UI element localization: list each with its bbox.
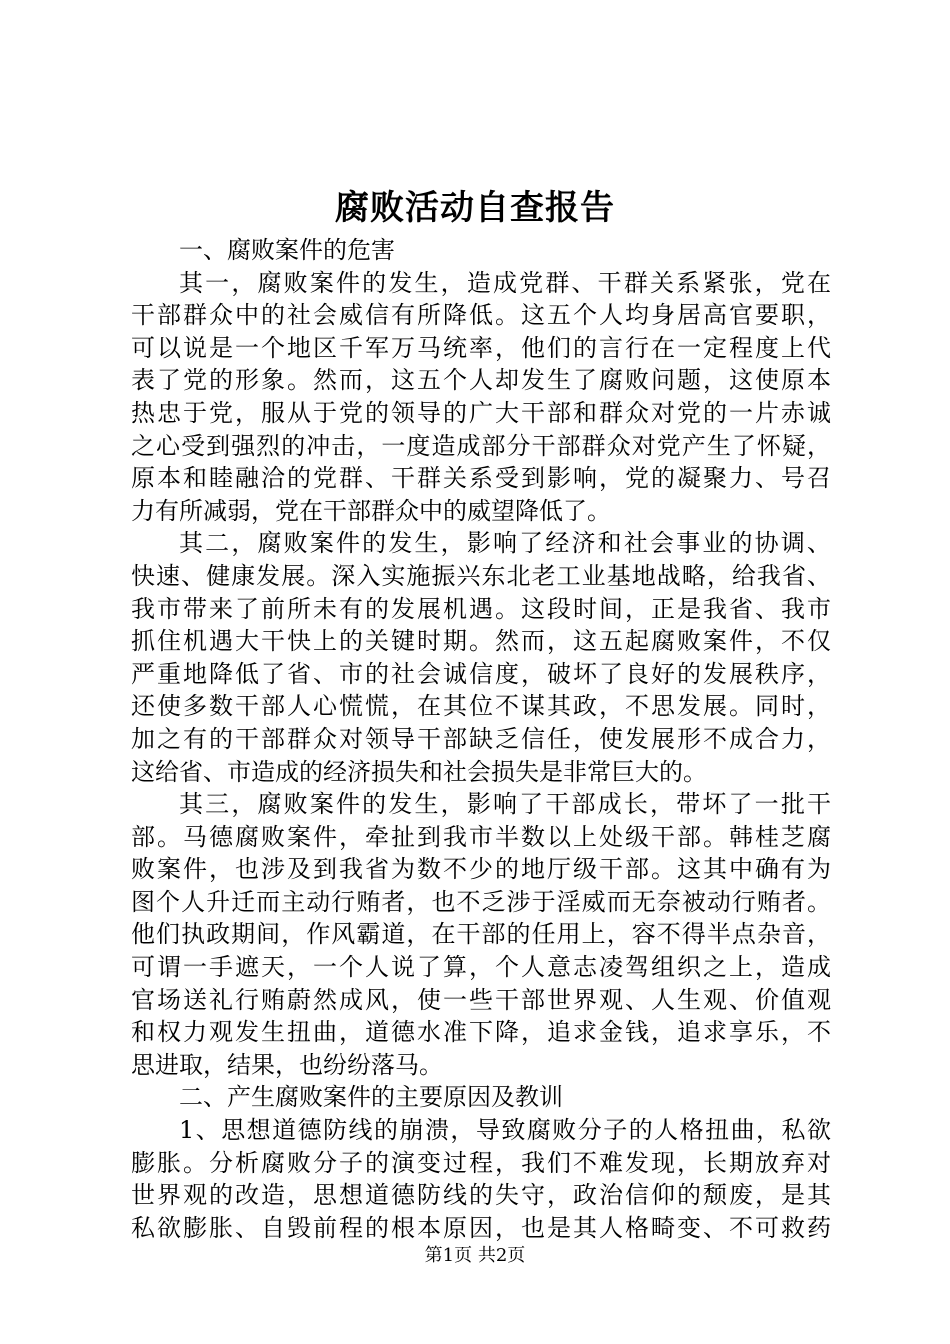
text-line: 可谓一手遮天，一个人说了算，个人意志凌驾组织之上，造成 xyxy=(131,953,831,982)
text-line: 他们执政期间，作风霸道，在干部的任用上，容不得半点杂音， xyxy=(131,920,831,949)
page-title: 腐败活动自查报告 xyxy=(335,188,615,228)
text-line: 抓住机遇大干快上的关键时期。然而，这五起腐败案件，不仅 xyxy=(131,627,831,656)
text-line: 二、产生腐败案件的主要原因及教训 xyxy=(179,1083,563,1112)
text-line: 部。马德腐败案件，牵扯到我市半数以上处级干部。韩桂芝腐 xyxy=(131,822,831,851)
text-line: 严重地降低了省、市的社会诚信度，破坏了良好的发展秩序， xyxy=(131,659,831,688)
text-line: 力有所减弱，党在干部群众中的威望降低了。 xyxy=(131,496,611,525)
text-line: 和权力观发生扭曲，道德水准下降，追求金钱，追求享乐，不 xyxy=(131,1018,831,1047)
text-line: 快速、健康发展。深入实施振兴东北老工业基地战略，给我省、 xyxy=(131,561,831,590)
page-footer: 第1页 共2页 xyxy=(424,1245,526,1266)
text-line: 干部群众中的社会威信有所降低。这五个人均身居高官要职， xyxy=(131,301,831,330)
text-line: 这给省、市造成的经济损失和社会损失是非常巨大的。 xyxy=(131,757,707,786)
text-line: 膨胀。分析腐败分子的演变过程，我们不难发现，长期放弃对 xyxy=(131,1148,831,1177)
text-line: 之心受到强烈的冲击，一度造成部分干部群众对党产生了怀疑， xyxy=(131,431,831,460)
text-line: 加之有的干部群众对领导干部缺乏信任，使发展形不成合力， xyxy=(131,724,831,753)
text-line: 其三，腐败案件的发生，影响了干部成长，带坏了一批干 xyxy=(179,790,831,819)
text-line: 一、腐败案件的危害 xyxy=(179,236,395,264)
text-line: 私欲膨胀、自毁前程的根本原因，也是其人格畸变、不可救药 xyxy=(131,1213,831,1242)
text-line: 1、思想道德防线的崩溃，导致腐败分子的人格扭曲，私欲 xyxy=(179,1116,831,1145)
text-line: 图个人升迁而主动行贿者，也不乏涉于淫威而无奈被动行贿者。 xyxy=(131,887,831,916)
text-line: 热忠于党，服从于党的领导的广大干部和群众对党的一片赤诚 xyxy=(131,398,831,427)
text-line: 败案件，也涉及到我省为数不少的地厅级干部。这其中确有为 xyxy=(131,855,831,884)
text-line: 其二，腐败案件的发生，影响了经济和社会事业的协调、 xyxy=(179,529,831,558)
text-line: 可以说是一个地区千军万马统率，他们的言行在一定程度上代 xyxy=(131,333,831,362)
text-line: 原本和睦融洽的党群、干群关系受到影响，党的凝聚力、号召 xyxy=(131,464,831,493)
document-body xyxy=(131,234,831,1244)
text-line: 官场送礼行贿蔚然成风，使一些干部世界观、人生观、价值观 xyxy=(131,985,831,1014)
text-line: 思进取，结果，也纷纷落马。 xyxy=(131,1050,443,1079)
text-line: 还使多数干部人心慌慌，在其位不谋其政，不思发展。同时， xyxy=(131,692,831,721)
text-line: 世界观的改造，思想道德防线的失守，政治信仰的颓废，是其 xyxy=(131,1181,831,1210)
text-line: 我市带来了前所未有的发展机遇。这段时间，正是我省、我市 xyxy=(131,594,831,623)
text-line: 其一，腐败案件的发生，造成党群、干群关系紧张，党在 xyxy=(179,268,831,297)
text-line: 表了党的形象。然而，这五个人却发生了腐败问题，这使原本 xyxy=(131,366,831,395)
